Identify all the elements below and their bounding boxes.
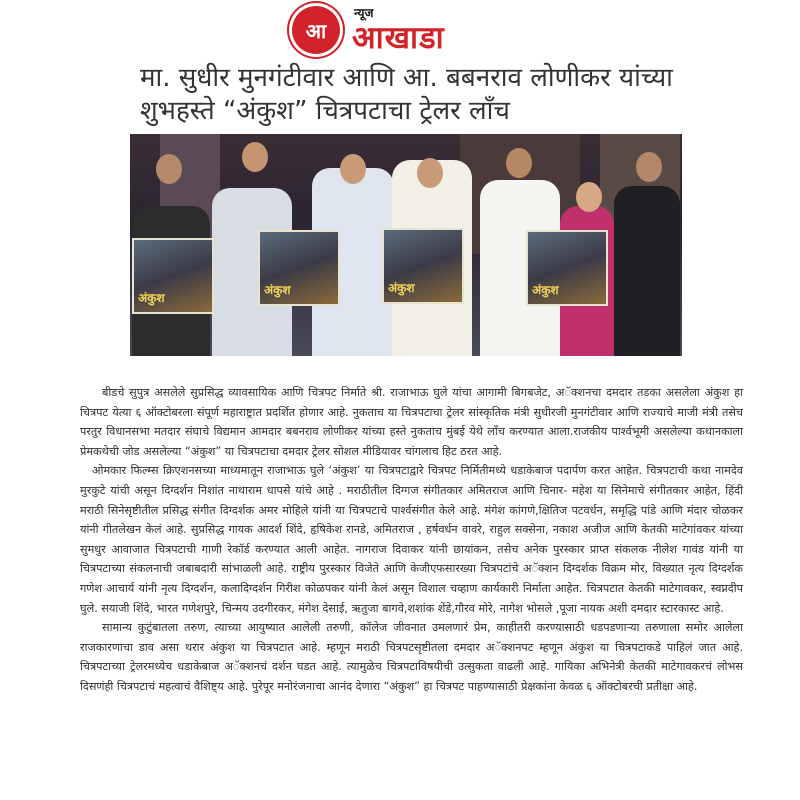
masthead [292, 4, 512, 60]
person-head [636, 152, 662, 182]
logo-main-text: आखाडा [352, 20, 445, 56]
person-head [576, 182, 602, 212]
article-paragraph: बीडचे सुपुत्र असलेले सुप्रसिद्ध व्यावसायिक आणि चित्रपट निर्माते श्री. राजाभाऊ घुले यांचा आगामी बिगबजेट, अॅक्शनचा दमदार तडका असलेला अंकुश हा चित्रपट येत्या ६ ऑक्टोबरला संपूर्ण महाराष्ट्रात प्रदर्शित होणार आहे. नुकताच या चित्रपटाचा ट्रेलर सांस्कृतिक मंत्री सुधीरजी मुनगंटीवार आणि राज्याचे माजी मंत्री तसेच परतुर विधानसभा मतदार संघाचे विद्यमान आमदार बबनराव लोणीकर यांच्या हस्ते नुकताच मुंबई येथे लाँच करण्यात आला.राजकीय पार्श्वभूमी असलेल्या कथानकाला प्रेमकथेची जोड असलेल्या “अंकुश” या चित्रपटाचा दमदार ट्रेलर सोशल मीडियावर चांगलाच हिट ठरत आहे. [80, 386, 743, 458]
film-poster [382, 228, 464, 304]
poster-title: अंकुश [264, 283, 291, 297]
logo-letter: आ [305, 18, 327, 43]
article-body [80, 383, 743, 697]
person [614, 186, 680, 356]
person-head [340, 154, 366, 184]
article-paragraph: ओमकार फिल्म्स क्रिएशनसच्या माध्यमातून राजाभाऊ घुले ‘अंकुश’ या चित्रपटाद्वारे चित्रपट निर्मितीमध्ये धडाकेबाज पदार्पण करत आहेत. चित्रपटाची कथा नामदेव मुरकुटे यांची असून दिग्दर्शन निशांत नाथाराम धापसे यांचे आहे . मराठीतील दिग्गज संगीतकार अमितराज आणि चिनार- महेश या सिनेमाचे संगीतकार आहेत, हिंदी मराठी सिनेसृष्टीतील प्रसिद्ध संगीत दिग्दर्शक अमर मोहिले यांनी या चित्रपटाचे पार्श्वसंगीत केले आहे. मंगेश कांगणे,क्षितिज पटवर्धन, समृद्धि पांडे आणि मंदार चोळकर यांनी गीतलेखन केलं आहे. सुप्रसिद्ध गायक आदर्श शिंदे, हृषिकेश रानडे, अमितराज , हर्षवर्धन वावरे, राहुल सक्सेना, नकाश अजीज आणि केतकी माटेगांवकर यांच्या सुमधुर आवाजात चित्रपटाची गाणी रेकॉर्ड करण्यात आली आहेत. नागराज दिवाकर यांनी छायांकन, तसेच अनेक पुरस्कार प्राप्त संकलक नीलेश गावंड यांनी या चित्रपटाच्या संकलनाची जबाबदारी सांभाळली आहे. राष्ट्रीय पुरस्कार विजेते आणि केजीएफसारख्या चित्रपटांचे अॅक्शन दिग्दर्शक विक्रम मोर, विख्यात नृत्य दिग्दर्शक गणेश आचार्य यांनी नृत्य दिग्दर्शन, कलादिग्दर्शन गिरीश कोळपकर यांनी केलं असून विशाल चव्हाण कार्यकारी निर्माता आहेत. चित्रपटात केतकी माटेगावकर, स्वप्नदीप घुले. सयाजी शिंदे, भारत गणेशपुरे, चिन्मय उदगीरकर, मंगेश देसाई, ऋतुजा बागवे,शशांक शेंडे,गौरव मोरे, नागेश भोसले ,पूजा नायक अशी दमदार स्टारकास्ट आहे. [80, 464, 743, 615]
poster-title: अंकुश [532, 283, 559, 297]
film-poster [132, 238, 214, 314]
poster-title: अंकुश [138, 291, 165, 305]
logo-badge [292, 6, 340, 54]
logo-small-text: न्यूज [354, 6, 374, 20]
film-poster [258, 230, 340, 306]
film-poster [526, 230, 608, 306]
headline: मा. सुधीर मुनगंटीवार आणि आ. बबनराव लोणीकर यांच्या शुभहस्ते “अंकुश” चित्रपटाचा ट्रेलर लाँच [140, 63, 673, 126]
person-head [506, 148, 532, 178]
poster-title: अंकुश [388, 281, 415, 295]
person-head [156, 154, 182, 184]
event-photo [130, 134, 682, 356]
person-head [417, 158, 443, 188]
person-head [242, 142, 268, 172]
article-paragraph: सामान्य कुटुंबातला तरुण, त्याच्या आयुष्यात आलेली तरुणी, कॉलेज जीवनात उमलणारं प्रेम, काहीतरी करण्यासाठी धडपडणाऱ्या तरुणाला समोर आलेला राजकारणाचा डाव असा थरार अंकुश या चित्रपटात आहे. म्हणून मराठी चित्रपटसृष्टीतला दमदार अॅक्शनपट म्हणून अंकुश या चित्रपटाकडे पाहिलं जात आहे. चित्रपटाच्या ट्रेलरमध्येच धडाकेबाज अॅक्शनचं दर्शन घडत आहे. त्यामुळेच चित्रपटाविषयीची उत्सुकता वाढली आहे. गायिका अभिनेत्री केतकी माटेगावकरचं लोभस दिसणंही चित्रपटाचं महत्वाचं वैशिष्ट्य आहे. पुरेपूर मनोरंजनाचा आनंद देणारा “अंकुश” हा चित्रपट पाहण्यासाठी प्रेक्षकांना केवळ ६ ऑक्टोबरची प्रतीक्षा आहे. [80, 621, 743, 693]
